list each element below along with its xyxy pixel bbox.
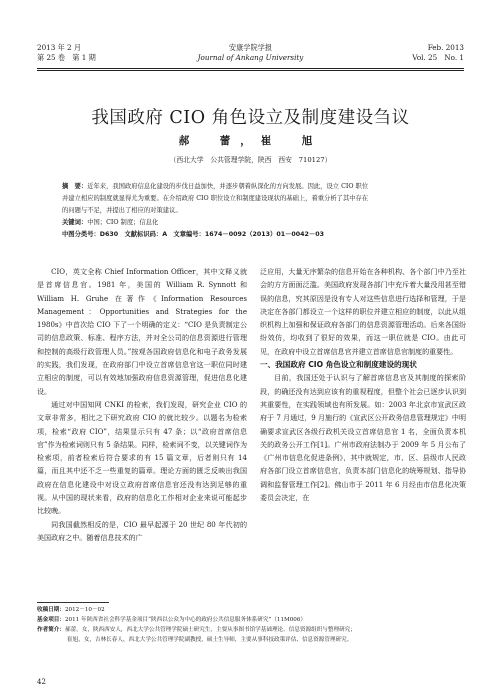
journal-name-cn: 安康学院学报 bbox=[228, 43, 273, 52]
paragraph: 通过对中国知网 CNKI 的检索，我们发现，研究企业 CIO 的文章非常多，相比之下研究政府 CIO 的就比较少。以题名为检索项，检索“政府 CIO”，结果显示只有 47 条；以“政府首席信息官”作为检索词则只有 5 条结果。同样，检索词不变，以关键词作为检索项，前者检索后符合要求的有 15 篇文章，后者则只有 14 篇，而且其中还不乏一些重复的篇章。理论方面的匮乏反映出我国政府在信息化建设中对设立政府首席信息官还没有达到足够的重视。从中国的现状来看，政府的信息化工作相对企业来说可能起步比较晚。 bbox=[37, 399, 247, 516]
keywords-label: 关键词： bbox=[62, 219, 88, 226]
header-rule bbox=[37, 68, 464, 69]
author-bio bbox=[37, 625, 467, 635]
issue-volume-en-line: Vol. 25 No. 1 bbox=[412, 53, 464, 62]
received-value: 2012－10－02 bbox=[64, 607, 105, 613]
bio-label: 作者简介： bbox=[37, 627, 65, 633]
body-left-column bbox=[37, 265, 247, 544]
abstract bbox=[62, 181, 442, 241]
fund-value: 2011 年陕西省社会科学基金项目“陕西以公众为中心的政府公共信息服务体系研究”（11M006） bbox=[64, 617, 307, 623]
abstract-text-2: 并建立相应的制度就显得尤为重要。在介绍政府 CIO 职位设立和制度建设现状的基础上，着重分析了其中存在 bbox=[62, 195, 369, 202]
abstract-line-1 bbox=[62, 181, 442, 193]
footnote bbox=[37, 605, 467, 645]
abstract-label: 摘 要： bbox=[62, 183, 88, 190]
issue-volume-line: 第 25 卷 第 1 期 bbox=[37, 53, 96, 62]
bio-value-2: 崔旭，女，吉林长春人，西北大学公共管理学院副教授，硕士生导师，主要从事科技政策评估、信息资源管理研究。 bbox=[67, 637, 353, 643]
issue-date-en-line: Feb. 2013 bbox=[427, 43, 464, 52]
body-right-column bbox=[260, 265, 466, 504]
keywords bbox=[62, 217, 442, 229]
author-affiliation: （西北大学 公共管理学院，陕西 西安 710127） bbox=[169, 156, 332, 164]
fund-label: 基金项目： bbox=[37, 617, 65, 623]
paragraph: CIO，英文全称 Chief Information Officer，其中文释义就是首席信息官。1981 年，美国的 William R. Synnott 和 William H. Gruhe 在著作《Information Resources Management：Opportunities and Strategies for the 1980s》中首次给 CIO 下了一个明确的定义：“CIO 是负责制定公司的信息政策、标准、程序方法，并对全公司的信息资源进行管理和控制的高级行政管理人员。”按观各国政府信息化和电子政务发展的实践，我们发现，在政府部门中设立首席信息官这一职位同时建立相应的制度，可以有效地加强政府信息资源管理，促进信息化建设。 bbox=[37, 267, 247, 396]
paragraph: 目前，我国还处于认识与了解首席信息官及其制度的探索阶段，的确还没有达到应该有的重视程度，但整个社会已逐步认识到其重要性，在实践领域也有所发展。如：2003 年北京市宣武区政府于 7 月通过，9 月施行的《宣武区公开政务信息管理规定》中明确要求宣武区各级行政机关设立首席信息官 1 名，全面负责本机关的政务公开工作[1]。广州市政府法制办于 2009 年 5 月公布了《广州市信息化促进条例》，其中就规定，市、区、县级市人民政府各部门设立首席信息官，负责本部门信息化的统筹规划、指导协调和监督管理工作[2]。佛山市于 2011 年 6 月经由市信息化决策委员会决定，在 bbox=[260, 373, 466, 503]
journal-name bbox=[37, 43, 464, 63]
paragraph: 同我国截然相反的是，CIO 最早起源于 20 世纪 80 年代初的美国政府之中。随着信息技术的广 bbox=[37, 519, 247, 542]
paragraph: 泛应用，大量无序繁杂的信息开始在各种机构、各个部门中乃至社会的方方面面泛滥。美国政府发现各部门中充斥着大量没用甚至错误的信息，究其原因是没有专人对这些信息进行选择和管理，于是决定在各部门都设立一个这样的职位并建立相应的制度，以此从组织机构上加强和保证政府各部门的信息资源管理活动。后来各国纷纷效仿，均收到了很好的效果，而这一职位就是 CIO。由此可见，在政府中设立首席信息官并建立首席信息官制度的重要性。 bbox=[260, 267, 466, 356]
header-rule-thin bbox=[37, 70, 464, 71]
classification-text: 中图分类号：D630 文献标识码：A 文章编号：1674－0092（2013）01－0042－03 bbox=[62, 231, 324, 238]
running-header bbox=[37, 43, 464, 67]
article-title: 我国政府 CIO 角色设立及制度建设刍议 bbox=[91, 108, 410, 128]
issue-date-line: 2013 年 2 月 bbox=[37, 43, 82, 52]
abstract-text-3: 的问题与不足，并提出了相应的对策建议。 bbox=[62, 207, 182, 214]
keywords-text: 中国；CIO 制度；信息化 bbox=[87, 219, 159, 226]
bio-value-1: 郝蕾，女，陕西西安人，西北大学公共管理学院硕士研究生，主要从事图书馆学基础理论、信息资源组织与整理研究； bbox=[64, 627, 356, 633]
journal-name-en: Journal of Ankang University bbox=[197, 53, 304, 62]
page-number: 42 bbox=[37, 678, 46, 686]
classification bbox=[62, 229, 442, 241]
received-date bbox=[37, 605, 467, 615]
footnote-rule bbox=[37, 602, 109, 603]
issue-date-en bbox=[412, 43, 464, 63]
section-heading: 一、我国政府 CIO 角色设立和制度建设的现状 bbox=[260, 360, 417, 370]
received-label: 收稿日期： bbox=[37, 607, 65, 613]
fund-info bbox=[37, 615, 467, 625]
abstract-text-1: 近年来，我国政府信息化建设的步伐日益加快，并逐步朝着纵深化的方向发展。因此，设立 CIO 职位 bbox=[87, 183, 369, 190]
article-authors: 郝 蕾，崔 旭 bbox=[178, 135, 323, 147]
